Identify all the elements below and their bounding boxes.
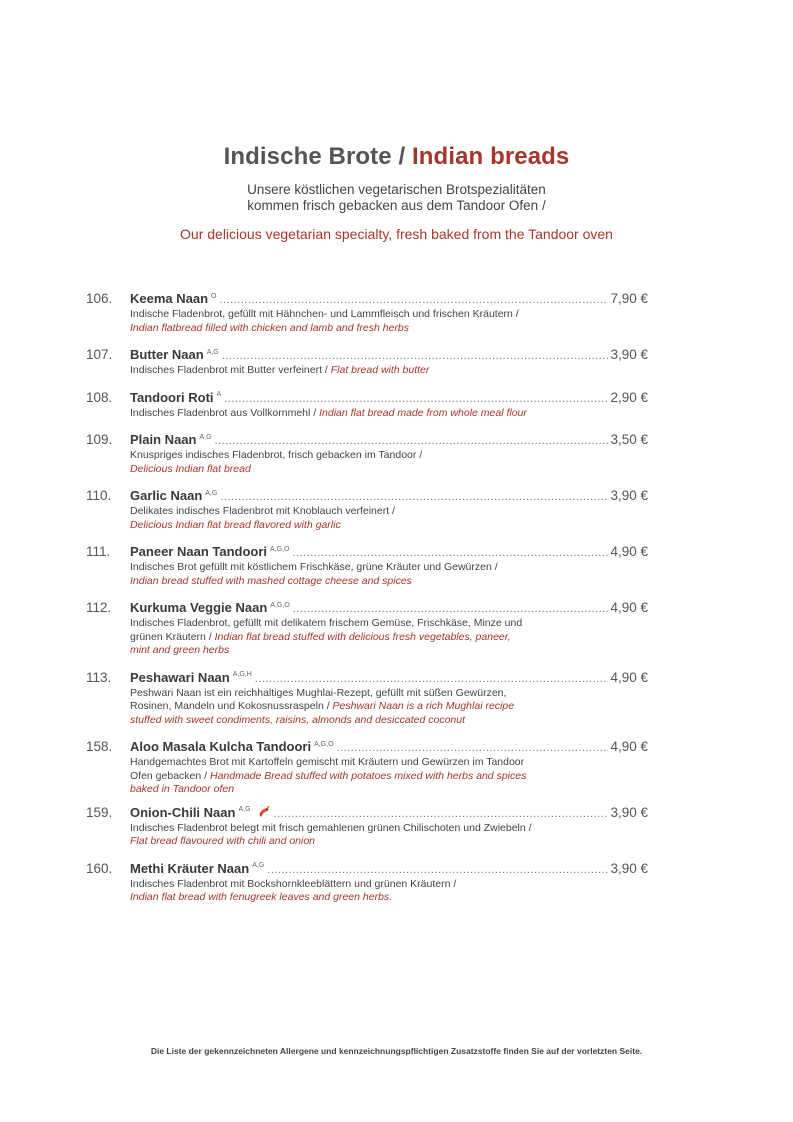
allergen-codes: A,G,O bbox=[270, 545, 290, 553]
subtitle-line-1: Unsere köstlichen vegetarischen Brotspezialitäten bbox=[247, 182, 546, 197]
description-english: Peshwari Naan is a rich Mughlai recipe stuffed with sweet condiments, raisins, almonds and desiccated coconut bbox=[130, 700, 515, 726]
description-german: Indisches Fladenbrot, gefüllt mit delikatem frischem Gemüse, Frischkäse, Minze und grünen Kräutern / bbox=[130, 617, 523, 643]
title-german: Indische Brote / bbox=[223, 143, 413, 170]
menu-item bbox=[86, 347, 648, 378]
item-price: 7,90 € bbox=[610, 291, 648, 306]
allergen-codes: A,G,O bbox=[270, 601, 290, 609]
item-number: 113. bbox=[86, 669, 112, 685]
dot-leader bbox=[255, 673, 609, 685]
item-name bbox=[130, 488, 217, 503]
item-description bbox=[130, 617, 530, 658]
allergen-codes: A,G,H bbox=[232, 671, 252, 679]
item-name-text: Peshawari Naan bbox=[130, 669, 230, 685]
description-english: Delicious Indian flat bread bbox=[130, 462, 251, 475]
menu-list bbox=[86, 291, 648, 917]
item-name bbox=[130, 544, 289, 559]
description-english: Handmade Bread stuffed with potatoes mixed with herbs and spices baked in Tandoor ofen bbox=[130, 769, 527, 795]
menu-item bbox=[86, 739, 648, 797]
item-description bbox=[130, 505, 610, 532]
item-name bbox=[130, 390, 221, 405]
item-description bbox=[130, 878, 610, 905]
menu-item-row bbox=[86, 488, 648, 505]
item-price: 4,90 € bbox=[610, 600, 648, 615]
description-english: Flat bread flavoured with chili and onion bbox=[130, 835, 316, 847]
allergen-codes: O bbox=[211, 292, 217, 300]
menu-item-row bbox=[86, 347, 648, 364]
item-description bbox=[130, 449, 610, 476]
menu-item-row bbox=[86, 739, 648, 756]
item-description bbox=[130, 407, 610, 421]
allergen-footnote: Die Liste der gekennzeichneten Allergene und kennzeichnungspflichtigen Zusatzstoffe finden Sie auf der vorletzten Seite. bbox=[150, 1046, 643, 1056]
item-name bbox=[130, 432, 212, 447]
item-number: 158. bbox=[86, 739, 113, 754]
menu-item bbox=[86, 390, 648, 421]
item-number: 108. bbox=[86, 389, 113, 405]
description-german: Delikates indisches Fladenbrot mit Knoblauch verfeinert / bbox=[130, 505, 395, 517]
description-english: Delicious Indian flat bread flavored with garlic bbox=[130, 518, 341, 531]
item-description bbox=[130, 756, 530, 797]
subtitle-line-2: kommen frisch gebacken aus dem Tandoor Ofen / bbox=[247, 198, 546, 213]
dot-leader bbox=[215, 435, 609, 447]
description-english: Indian flat bread stuffed with delicious fresh vegetables, paneer, mint and green herbs bbox=[130, 630, 511, 656]
item-price: 3,90 € bbox=[610, 347, 648, 362]
item-name bbox=[130, 805, 271, 820]
subtitle-english: Our delicious vegetarian specialty, fresh baked from the Tandoor oven bbox=[180, 226, 613, 242]
menu-item bbox=[86, 291, 648, 335]
item-name-text: Aloo Masala Kulcha Tandoori bbox=[130, 739, 312, 754]
allergen-codes: A,G bbox=[252, 862, 265, 870]
item-name-text: Keema Naan bbox=[130, 291, 209, 306]
description-english: Indian flatbread filled with chicken and lamb and fresh herbs bbox=[130, 321, 409, 334]
item-name-text: Methi Kräuter Naan bbox=[130, 860, 250, 876]
menu-item bbox=[86, 432, 648, 476]
item-name-text: Kurkuma Veggie Naan bbox=[130, 600, 268, 615]
item-price: 4,90 € bbox=[610, 669, 648, 685]
subtitle-german bbox=[0, 182, 793, 214]
description-english: Indian bread stuffed with mashed cottage cheese and spices bbox=[130, 574, 412, 587]
description-german: Indisches Brot gefüllt mit köstlichem Frischkäse, grüne Kräuter und Gewürzen / bbox=[130, 561, 498, 573]
allergen-codes: A bbox=[216, 391, 222, 399]
description-german: Indisches Fladenbrot mit Bockshornkleeblättern und grünen Kräutern / bbox=[130, 877, 457, 890]
menu-item-row bbox=[86, 544, 648, 561]
item-number: 111. bbox=[86, 544, 111, 559]
dot-leader bbox=[224, 393, 608, 405]
menu-item-row bbox=[86, 291, 648, 308]
item-number: 159. bbox=[86, 804, 113, 820]
menu-item-row bbox=[86, 432, 648, 449]
item-name-text: Paneer Naan Tandoori bbox=[130, 544, 268, 559]
dot-leader bbox=[292, 547, 608, 559]
item-name bbox=[130, 600, 290, 615]
item-name-text: Butter Naan bbox=[130, 347, 204, 362]
description-german: Peshwari Naan ist ein reichhaltiges Mughlai-Rezept, gefüllt mit süßen Gewürzen, Rosinen, Mandeln und Kokosnussraspeln / bbox=[130, 686, 507, 712]
menu-item-row bbox=[86, 600, 648, 617]
item-name bbox=[130, 670, 252, 685]
description-english: Flat bread with butter bbox=[330, 364, 430, 376]
allergen-codes: A,G,O bbox=[314, 740, 334, 748]
allergen-codes: A,G bbox=[205, 489, 218, 497]
menu-item bbox=[86, 544, 648, 588]
allergen-codes: A,G bbox=[199, 433, 212, 441]
description-german: Indische Fladenbrot, gefüllt mit Hähnchen- und Lammfleisch und frischen Kräutern / bbox=[130, 308, 519, 320]
menu-item bbox=[86, 600, 648, 658]
description-english: Indian flat bread with fenugreek leaves and green herbs. bbox=[130, 891, 393, 903]
item-description bbox=[130, 364, 610, 378]
item-name bbox=[130, 291, 217, 306]
item-number: 109. bbox=[86, 432, 113, 447]
item-number: 160. bbox=[86, 860, 113, 876]
item-number: 106. bbox=[86, 291, 113, 306]
item-price: 3,90 € bbox=[610, 488, 648, 503]
menu-item bbox=[86, 861, 648, 905]
page-title bbox=[0, 143, 793, 171]
item-description bbox=[130, 687, 530, 728]
menu-item-row bbox=[86, 390, 648, 407]
allergen-codes: A,G bbox=[206, 348, 219, 356]
menu-item bbox=[86, 805, 648, 849]
item-name-text: Garlic Naan bbox=[130, 488, 203, 503]
item-number: 107. bbox=[86, 347, 113, 362]
item-description bbox=[130, 308, 610, 335]
chili-pepper-icon bbox=[257, 805, 271, 819]
dot-leader bbox=[293, 603, 609, 615]
item-price: 4,90 € bbox=[610, 544, 648, 559]
item-price: 3,50 € bbox=[610, 432, 648, 447]
menu-item-row bbox=[86, 861, 648, 878]
description-german: Indisches Fladenbrot aus Vollkornmehl / bbox=[130, 406, 320, 419]
item-name bbox=[130, 861, 264, 876]
item-name-text: Tandoori Roti bbox=[130, 389, 214, 405]
dot-leader bbox=[337, 742, 609, 754]
item-description bbox=[130, 561, 610, 588]
description-german: Indisches Fladenbrot belegt mit frisch gemahlenen grünen Chilischoten und Zwiebeln / bbox=[130, 821, 532, 834]
description-german: Handgemachtes Brot mit Kartoffeln gemischt mit Kräutern und Gewürzen im Tandoor Ofen gebacken / bbox=[130, 756, 525, 782]
description-german: Knuspriges indisches Fladenbrot, frisch gebacken im Tandoor / bbox=[130, 449, 423, 461]
allergen-codes: A,G bbox=[238, 806, 251, 814]
menu-item bbox=[86, 488, 648, 532]
item-price: 4,90 € bbox=[610, 739, 648, 754]
item-price: 3,90 € bbox=[610, 860, 648, 876]
menu-item bbox=[86, 670, 648, 728]
dot-leader bbox=[220, 294, 609, 306]
menu-item-row bbox=[86, 670, 648, 687]
item-name-text: Plain Naan bbox=[130, 432, 197, 447]
item-name bbox=[130, 347, 219, 362]
dot-leader bbox=[220, 491, 608, 503]
item-price: 2,90 € bbox=[610, 389, 648, 405]
item-name bbox=[130, 739, 334, 754]
title-english: Indian breads bbox=[412, 143, 570, 170]
item-number: 112. bbox=[86, 600, 112, 615]
description-german: Indisches Fladenbrot mit Butter verfeinert / bbox=[130, 364, 331, 376]
item-name-text: Onion-Chili Naan bbox=[130, 804, 236, 820]
description-english: Indian flat bread made from whole meal flour bbox=[319, 406, 527, 419]
item-price: 3,90 € bbox=[610, 804, 648, 820]
dot-leader bbox=[274, 808, 609, 820]
menu-item-row bbox=[86, 805, 648, 822]
dot-leader bbox=[222, 350, 609, 362]
item-description bbox=[130, 822, 610, 849]
item-number: 110. bbox=[86, 488, 112, 503]
dot-leader bbox=[267, 864, 608, 876]
